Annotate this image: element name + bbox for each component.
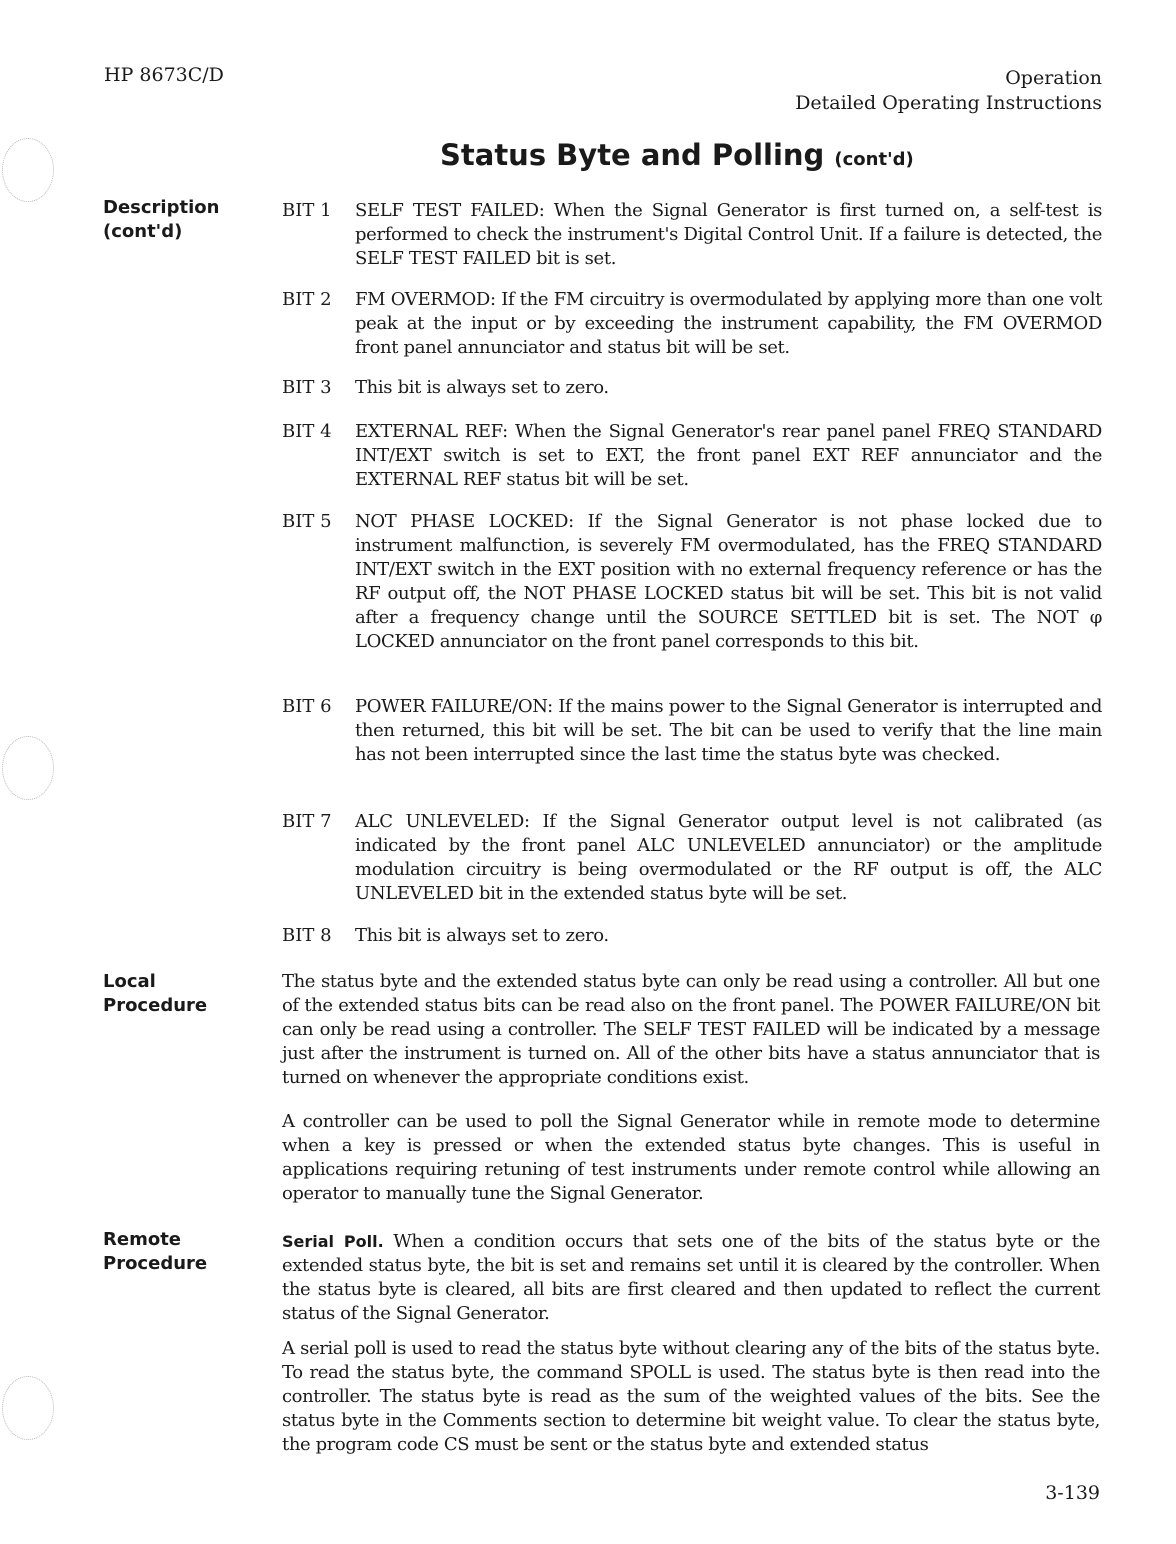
bit-description: EXTERNAL REF: When the Signal Generator's rear panel panel FREQ STANDARD INT/EXT switch is set to EXT, the front panel EXT REF annunciator and the EXTERNAL REF status bit will be set. <box>355 421 1102 490</box>
bit-description: NOT PHASE LOCKED: If the Signal Generator is not phase locked due to instrument malfunction, is severely FM overmodulated, has the FREQ STANDARD INT/EXT switch in the EXT position with no external frequency reference or has the RF output off, the NOT PHASE LOCKED status bit will be set. This bit is not valid after a frequency change until the SOURCE SETTLED bit is set. The NOT φ LOCKED annunciator on the front panel corresponds to this bit. <box>355 511 1102 652</box>
bit-label: BIT 1 <box>282 200 332 221</box>
bit-label: BIT 8 <box>282 925 332 946</box>
header-right <box>795 66 1102 116</box>
side-label-description: Description (cont'd) <box>103 197 220 242</box>
local-procedure-paragraph-2: A controller can be used to poll the Signal Generator while in remote mode to determine when a key is pressed or when the extended status byte changes. This is useful in applications requiring retuning of test instruments under remote control while allowing an operator to manually tune the Signal Generator. <box>282 1111 1100 1204</box>
remote-procedure-paragraph-1 <box>282 1230 1100 1326</box>
bit-8-item <box>282 924 1102 948</box>
header-subsection: Detailed Operating Instructions <box>795 92 1102 114</box>
local-procedure-paragraph-1: The status byte and the extended status byte can only be read using a controller. All but one of the extended status bits can be read also on the front panel. The POWER FAILURE/ON bit can only be read using a controller. The SELF TEST FAILED will be indicated by a message just after the instrument is turned on. All of the other bits have a status annunciator that is turned on whenever the appropriate conditions exist. <box>282 971 1100 1088</box>
remote-procedure-paragraph-2: A serial poll is used to read the status byte without clearing any of the bits of the status byte. To read the status byte, the command SPOLL is used. The status byte is then read into the controller. The status byte is read as the sum of the weighted values of the bits. See the status byte in the Comments section to determine bit weight value. To clear the status byte, the program code CS must be sent or the status byte and extended status <box>282 1338 1100 1455</box>
bit-description: POWER FAILURE/ON: If the mains power to the Signal Generator is interrupted and then returned, this bit will be set. The bit can be used to verify that the line main has not been interrupted since the last time the status byte was checked. <box>355 696 1102 765</box>
page-number: 3-139 <box>1045 1482 1100 1504</box>
side-label-local-procedure: Local Procedure <box>103 971 208 1016</box>
punch-hole-middle <box>2 736 54 800</box>
header-section: Operation <box>1005 67 1102 89</box>
bit-3-item <box>282 376 1102 400</box>
bit-label: BIT 3 <box>282 377 332 398</box>
remote-procedure-text: When a condition occurs that sets one of the bits of the status byte or the extended status byte, the bit is set and remains set until it is cleared by the controller. When the status byte is cleared, all bits are first cleared and then updated to reflect the current status of the Signal Generator. <box>282 1231 1100 1324</box>
serial-poll-heading: Serial Poll. <box>282 1232 384 1251</box>
bit-2-item <box>282 288 1102 360</box>
bit-description: This bit is always set to zero. <box>355 925 609 946</box>
page-title <box>440 138 914 172</box>
page-title-cont: (cont'd) <box>834 149 914 170</box>
bit-description: This bit is always set to zero. <box>355 377 609 398</box>
punch-hole-bottom <box>2 1376 54 1440</box>
bit-label: BIT 7 <box>282 811 332 832</box>
bit-7-item <box>282 810 1102 906</box>
page-title-main: Status Byte and Polling <box>440 138 825 172</box>
bit-label: BIT 6 <box>282 696 332 717</box>
bit-description: FM OVERMOD: If the FM circuitry is overmodulated by applying more than one volt peak at the input or by exceeding the instrument capability, the FM OVERMOD front panel annunciator and status bit will be set. <box>355 289 1102 358</box>
bit-4-item <box>282 420 1102 492</box>
header-model: HP 8673C/D <box>104 64 224 86</box>
bit-description: SELF TEST FAILED: When the Signal Generator is first turned on, a self-test is performed to check the instrument's Digital Control Unit. If a failure is detected, the SELF TEST FAILED bit is set. <box>355 200 1102 269</box>
bit-description: ALC UNLEVELED: If the Signal Generator output level is not calibrated (as indicated by the front panel ALC UNLEVELED annunciator) or the amplitude modulation circuitry is being overmodulated or the RF output is off, the ALC UNLEVELED bit in the extended status byte will be set. <box>355 811 1102 904</box>
bit-label: BIT 2 <box>282 289 332 310</box>
side-label-remote-procedure: Remote Procedure <box>103 1229 208 1274</box>
bit-label: BIT 4 <box>282 421 332 442</box>
bit-6-item <box>282 695 1102 767</box>
bit-1-item <box>282 199 1102 271</box>
punch-hole-top <box>2 138 54 202</box>
bit-label: BIT 5 <box>282 511 332 532</box>
bit-5-item <box>282 510 1102 654</box>
